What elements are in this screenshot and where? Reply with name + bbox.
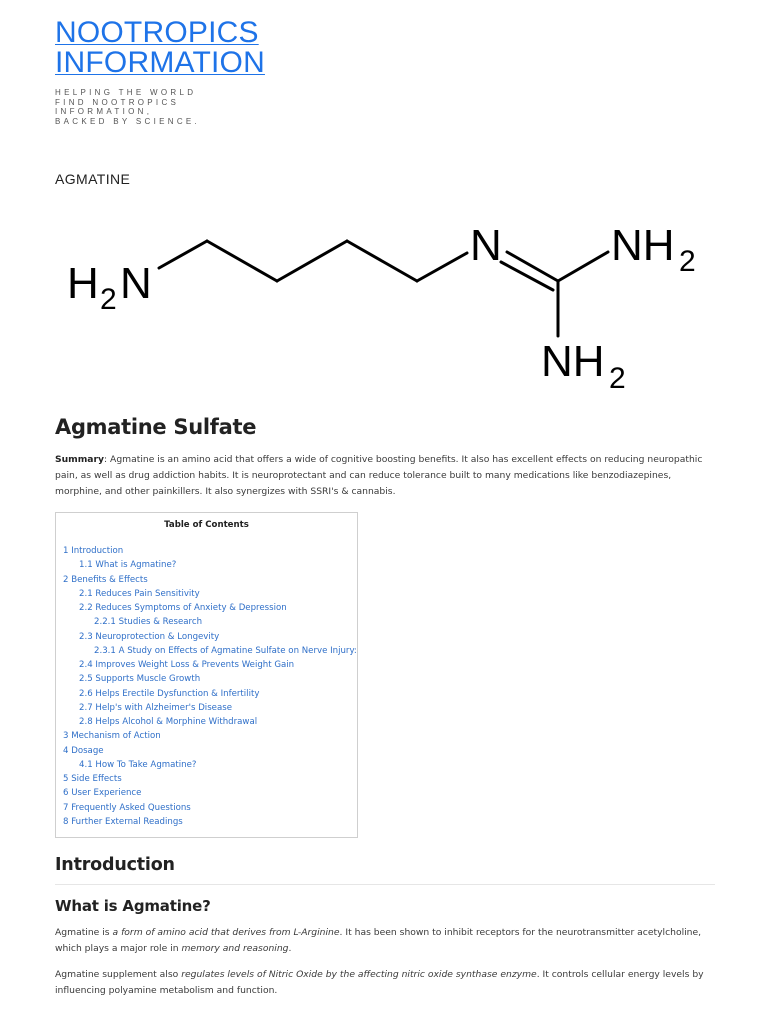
site-header (55, 18, 355, 126)
text-segment: Agmatine is (55, 927, 113, 938)
toc-item (63, 644, 357, 658)
bond-5 (417, 253, 467, 281)
toc-item (63, 701, 350, 715)
toc-link[interactable]: 2 Benefits & Effects (63, 574, 148, 585)
toc-item (63, 729, 350, 743)
bond-1 (159, 241, 207, 268)
toc-link[interactable]: 2.3.1 A Study on Effects of Agmatine Sulfate on Nerve Injury: (94, 645, 357, 656)
toc-item (63, 772, 350, 786)
toc-item (63, 544, 350, 558)
emphasis-text: regulates levels of Nitric Oxide by the affecting nitric oxide synthase enzyme (181, 969, 537, 980)
toc-link[interactable]: 2.3 Neuroprotection & Longevity (79, 631, 220, 642)
toc-link[interactable]: 1.1 What is Agmatine? (79, 560, 177, 571)
toc-link[interactable]: 8 Further External Readings (63, 816, 183, 827)
site-title-link[interactable]: NOOTROPICS INFORMATION (55, 16, 265, 79)
emphasis-text: memory and reasoning (181, 943, 289, 954)
left-amine-h: H (67, 259, 99, 308)
article-title: Agmatine Sulfate (55, 415, 257, 439)
toc-item (63, 615, 350, 629)
text-segment: . It controls cellular energy levels by influencing polyamine metabolism and function. (55, 969, 704, 996)
toc-item (63, 658, 350, 672)
article-content (55, 412, 715, 999)
toc-item (63, 815, 350, 829)
bottom-amine-nh: NH (541, 337, 605, 386)
toc-item (63, 601, 350, 615)
toc-item (63, 715, 350, 729)
site-tagline: HELPING THE WORLD FIND NOOTROPICS INFORMATION, BACKED BY SCIENCE. (55, 88, 201, 126)
agmatine-structure-diagram (55, 208, 715, 403)
toc-item (63, 758, 350, 772)
imine-n: N (470, 221, 502, 270)
subsection-heading-what-is-agmatine: What is Agmatine? (55, 897, 211, 915)
toc-link[interactable]: 2.1 Reduces Pain Sensitivity (79, 588, 200, 599)
text-segment: Agmatine supplement also (55, 969, 182, 980)
bond-4 (347, 241, 417, 281)
toc-link[interactable]: 5 Side Effects (63, 774, 122, 784)
toc-link[interactable]: 2.7 Help's with Alzheimer's Disease (79, 702, 232, 713)
toc-link[interactable]: 2.2 Reduces Symptoms of Anxiety & Depression (79, 603, 287, 613)
summary-label: Summary (55, 454, 105, 465)
left-amine-sub: 2 (100, 283, 117, 316)
toc-link[interactable]: 2.2.1 Studies & Research (94, 617, 203, 628)
bond-double-a (507, 252, 558, 281)
table-of-contents (55, 512, 358, 838)
toc-link[interactable]: 6 User Experience (63, 788, 142, 799)
top-amine-nh: NH (611, 221, 675, 270)
top-amine-sub: 2 (679, 245, 696, 278)
toc-link[interactable]: 4 Dosage (63, 745, 104, 756)
toc-item (63, 630, 350, 644)
toc-item (63, 744, 350, 758)
text-segment: . (288, 943, 292, 954)
toc-title: Table of Contents (164, 520, 249, 530)
page-category-label: AGMATINE (55, 171, 131, 187)
bond-6 (558, 252, 608, 281)
toc-link[interactable]: 2.8 Helps Alcohol & Morphine Withdrawal (79, 717, 258, 727)
toc-link[interactable]: 7 Frequently Asked Questions (63, 802, 191, 813)
toc-item (63, 801, 350, 815)
article-summary (55, 452, 715, 500)
emphasis-text: a form of amino acid that derives from L-Arginine (112, 927, 340, 938)
toc-link[interactable]: 2.4 Improves Weight Loss & Prevents Weight Gain (79, 660, 295, 670)
bond-3 (277, 241, 347, 281)
toc-link[interactable]: 2.5 Supports Muscle Growth (79, 674, 201, 685)
bond-2 (207, 241, 277, 281)
bottom-amine-sub: 2 (609, 362, 626, 395)
toc-item (63, 687, 350, 701)
toc-item (63, 786, 350, 800)
toc-link[interactable]: 1 Introduction (63, 546, 124, 556)
intro-paragraph-2 (55, 967, 715, 999)
toc-link[interactable]: 2.6 Helps Erectile Dysfunction & Infertility (79, 688, 260, 699)
toc-item (63, 558, 350, 572)
toc-item (63, 587, 350, 601)
section-heading-introduction: Introduction (55, 852, 715, 885)
toc-item (63, 672, 350, 686)
toc-item (63, 573, 350, 587)
left-amine-n: N (120, 259, 152, 308)
toc-list (63, 544, 357, 829)
toc-link[interactable]: 3 Mechanism of Action (63, 731, 161, 742)
bond-double-b (501, 262, 553, 290)
intro-paragraph-1 (55, 925, 715, 957)
toc-link[interactable]: 4.1 How To Take Agmatine? (79, 759, 197, 770)
text-segment: . It has been shown to inhibit receptors for the neurotransmitter acetylcholine, which plays a major role in (55, 927, 702, 954)
summary-text: : Agmatine is an amino acid that offers a wide of cognitive boosting benefits. It also has excellent effects on reducing neuropathic pain, as well as drug addiction habits. It is neuroprotectant and can reduce tolerance built to many medications like benzodiazepines, morphine, and other painkillers. It also synergizes with SSRI's & cannabis. (55, 454, 703, 497)
